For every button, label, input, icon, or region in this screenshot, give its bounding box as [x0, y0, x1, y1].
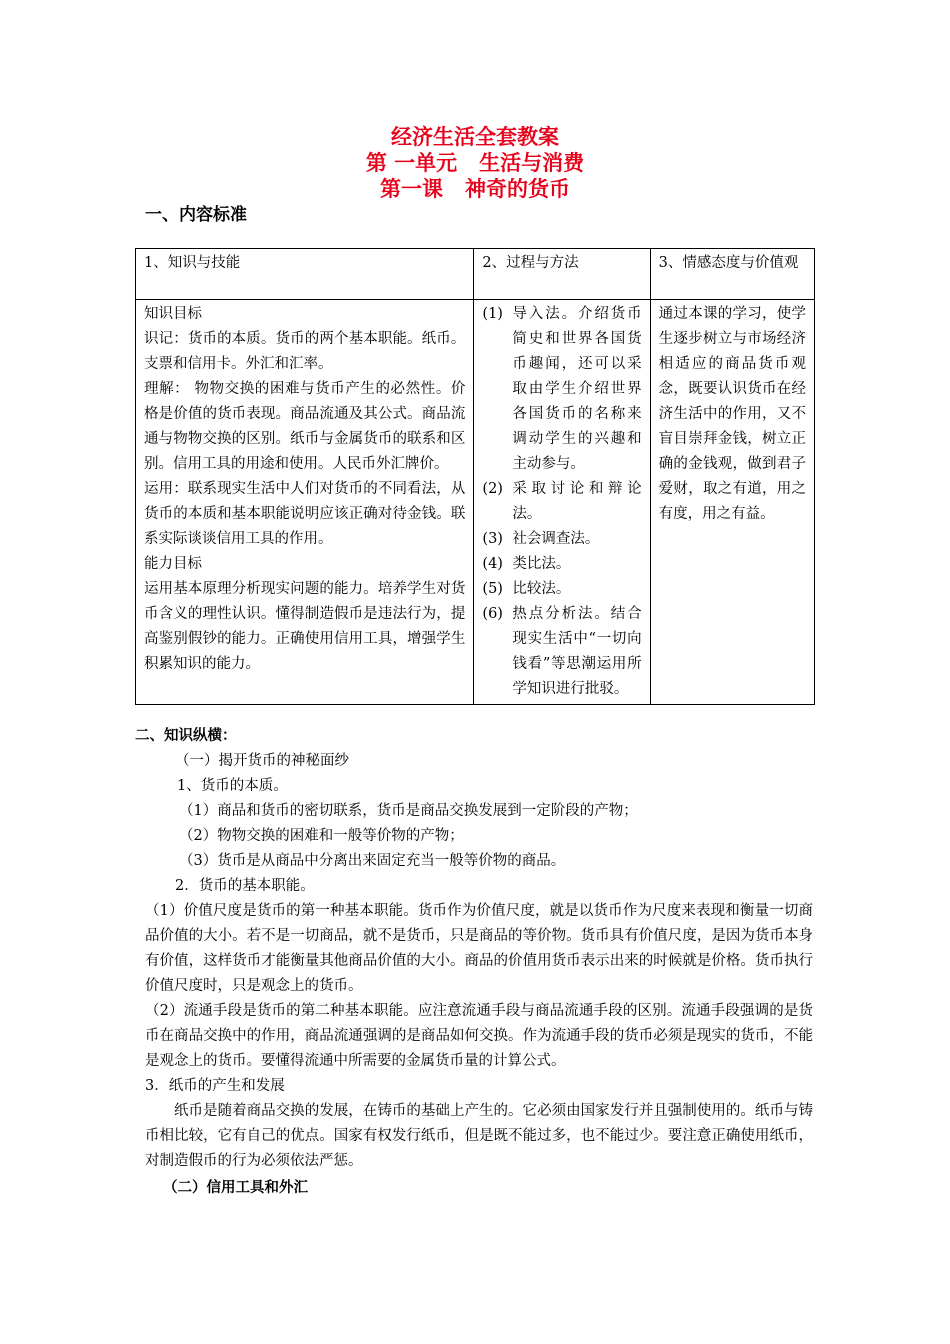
essence-item-2: （2）物物交换的困难和一般等价物的产物； [179, 828, 464, 844]
main-title: 经济生活全套教案 [391, 125, 559, 149]
title-block [0, 124, 950, 202]
subsection1-title: （一）揭开货币的神秘面纱 [175, 753, 349, 769]
knowledge-recall: 识记：货币的本质。货币的两个基本职能。纸币。支票和信用卡。外汇和汇率。 [144, 331, 466, 372]
knowledge-goal-label: 知识目标 [144, 306, 202, 322]
list-item: (2) 采取讨论和辩论法。 [482, 481, 642, 522]
ability-goal-label: 能力目标 [144, 556, 202, 572]
knowledge-section [135, 724, 813, 1201]
method-list [482, 302, 641, 702]
paper-money-title: 3．纸币的产生和发展 [145, 1078, 285, 1094]
functions-title: 2．货币的基本职能。 [175, 878, 315, 894]
ability-text: 运用基本原理分析现实问题的能力。培养学生对货币含义的理性认识。懂得制造假币是违法行为，提高鉴别假钞的能力。正确使用信用工具，增强学生积累知识的能力。 [144, 581, 466, 672]
content-standard-table [135, 248, 815, 705]
section1-heading: 一、内容标准 [145, 205, 247, 225]
essence-title: 1、货币的本质。 [177, 778, 288, 794]
list-item: (4) 类比法。 [482, 556, 571, 572]
essence-item-1: （1）商品和货币的密切联系，货币是商品交换发展到一定阶段的产物； [179, 803, 638, 819]
list-item: (5) 比较法。 [482, 581, 571, 597]
header-emotion: 3、情感态度与价值观 [650, 249, 814, 300]
unit-title: 第 一单元 生活与消费 [365, 151, 585, 175]
section2-heading: 二、知识纵横： [135, 728, 237, 744]
table-body-row [136, 300, 815, 705]
knowledge-cell [136, 300, 474, 705]
paper-money-text: 纸币是随着商品交换的发展，在铸币的基础上产生的。它必须由国家发行并且强制使用的。纸币与铸币相比较，它有自己的优点。国家有权发行纸币，但是既不能过多，也不能过少。要注意正确使用纸币，对制造假币的行为必须依法严惩。 [145, 1103, 813, 1169]
list-item: (3) 社会调查法。 [482, 531, 600, 547]
subsection2-title: （二）信用工具和外汇 [163, 1180, 308, 1196]
table-header-row [136, 249, 815, 300]
emotion-cell: 通过本课的学习，使学生逐步树立与市场经济相适应的商品货币观念，既要认识货币在经济生活中的作用，又不盲目崇拜金钱，树立正确的金钱观，做到君子爱财，取之有道，用之有度，用之有益。 [650, 300, 814, 705]
function-value-measure: （1）价值尺度是货币的第一种基本职能。货币作为价值尺度，就是以货币作为尺度来表现和衡量一切商品价值的大小。若不是一切商品，就不是货币，只是商品的等价物。货币具有价值尺度，是因为货币本身有价值，这样货币才能衡量其他商品价值的大小。商品的价值用货币表示出来的时候就是价格。货币执行价值尺度时，只是观念上的货币。 [145, 903, 813, 994]
header-process: 2、过程与方法 [474, 249, 650, 300]
lesson-title: 第一课 神奇的货币 [380, 177, 570, 201]
list-item: (1) 导入法。介绍货币简史和世界各国货币趣闻，还可以采取由学生介绍世界各国货币的名称来调动学生的兴趣和主动参与。 [482, 306, 642, 472]
function-circulation: （2）流通手段是货币的第二种基本职能。应注意流通手段与商品流通手段的区别。流通手段强调的是货币在商品交换中的作用，商品流通强调的是商品如何交换。作为流通手段的货币必须是现实的货币，不能是观念上的货币。要懂得流通中所需要的金属货币量的计算公式。 [145, 1003, 813, 1069]
header-knowledge: 1、知识与技能 [136, 249, 474, 300]
list-item: (6) 热点分析法。结合现实生活中“一切向钱看”等思潮运用所学知识进行批驳。 [482, 606, 642, 697]
knowledge-understand: 理解： 物物交换的困难与货币产生的必然性。价格是价值的货币表现。商品流通及其公式。商品流通与物物交换的区别。纸币与金属货币的联系和区别。信用工具的用途和使用。人民币外汇牌价。 [144, 381, 466, 472]
essence-item-3: （3）货币是从商品中分离出来固定充当一般等价物的商品。 [179, 853, 566, 869]
knowledge-apply: 运用：联系现实生活中人们对货币的不同看法，从货币的本质和基本职能说明应该正确对待金钱。联系实际谈谈信用工具的作用。 [144, 481, 466, 547]
process-cell [474, 300, 650, 705]
